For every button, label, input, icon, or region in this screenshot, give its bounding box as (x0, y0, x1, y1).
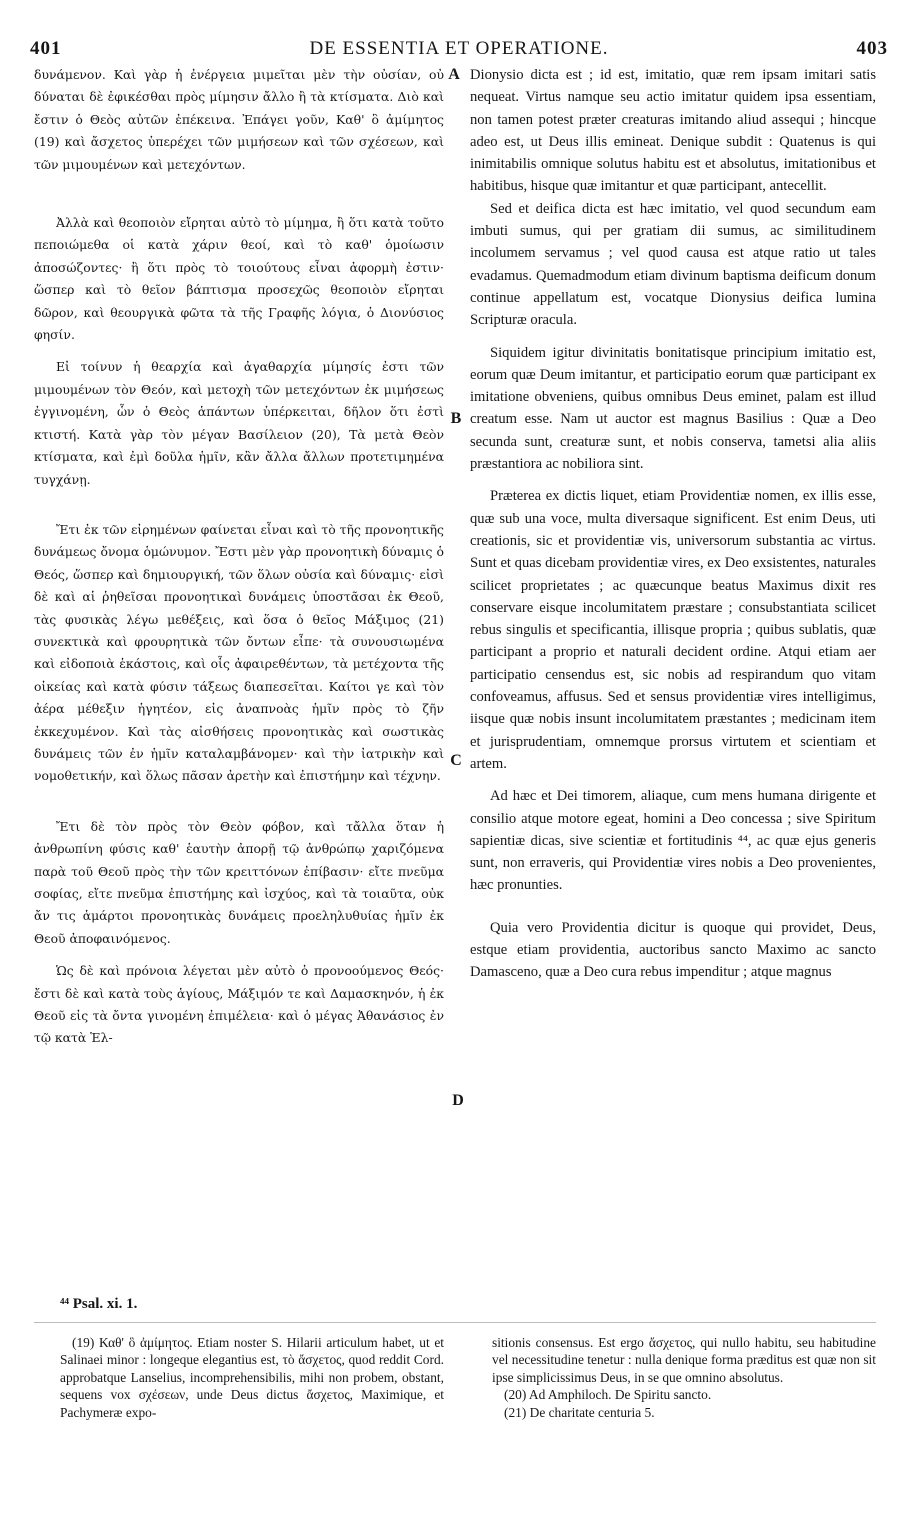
margin-letter-c: C (450, 752, 462, 769)
latin-paragraph: Siquidem igitur divinitatis bonitatisque principium imitatio est, eorum quæ Deum imitantur, et participatio eorum quæ participant ex imitatione obveniens, quibus omnibus Deus eminet, palam est illud creatum esse. Nam ut auctor est magnus Basilius : Quæ a Deo secunda sunt, creaturæ sunt, et nobis conserva, tametsi alia aliis præstantiora ac nobiliora sint. (470, 344, 876, 473)
running-title: DE ESSENTIA ET OPERATIONE. (309, 38, 609, 59)
page-number-right: 403 (856, 38, 888, 59)
greek-column (34, 64, 444, 1304)
footnotes-left (60, 1334, 444, 1421)
latin-paragraph: Quia vero Providentia dicitur is quoque qui providet, Deus, estque etiam providentia, auctoribus sancto Maximo ac sancto Damasceno, quæ a Deo cura rebus impenditur ; atque magnus (470, 919, 876, 981)
greek-paragraph: δυνάμενον. Καὶ γὰρ ἡ ἐνέργεια μιμεῖται μὲν τὴν οὐσίαν, οὐ δύναται δὲ ἐφικέσθαι πρὸς μίμησιν ἄλλο ἢ τὰ κτίσματα. Διὸ καὶ ἔστιν ὁ Θεὸς αὐτῶν ἐπέκεινα. Ἐπάγει γοῦν, Καθ' ὃ ἀμίμητος (19) καὶ ἄσχετος ὑπερέχει τῶν μιμήσεων καὶ τῶν σχέσεων, καὶ τῶν μιμουμένων καὶ μετεχόντων. (34, 67, 444, 172)
footnote-19-continued: sitionis consensus. Est ergo ἄσχετος, qui nullo habitu, seu habitudine vel necessitudine tenetur : nulla denique forma præditus est quæ non sit ipse simplicissimus Deus, in se que omnino absolutus. (492, 1335, 876, 1385)
footnotes-right (492, 1334, 876, 1421)
margin-letter-a: A (448, 66, 460, 83)
page-number-left: 401 (30, 38, 62, 59)
greek-paragraph: Εἰ τοίνυν ἡ θεαρχία καὶ ἀγαθαρχία μίμησίς ἐστι τῶν μιμουμένων τὸν Θεόν, καὶ μετοχὴ τῶν μετεχόντων ἐκ μιμήσεως ἐγγινομένη, ὧν ὁ Θεὸς ἁπάντων ὑπέρκειται, δῆλον ὅτι ἐστὶ κτιστή. Κατὰ γὰρ τὸν μέγαν Βασίλειον (20), Τὰ μετὰ Θεὸν κτίσματα, καὶ ἐμὶ δοῦλα ἡμῖν, κἂν ἄλλα ἄλλων προτετιμημένα τυγχάνῃ. (34, 359, 444, 487)
margin-letter-b: B (450, 410, 462, 427)
latin-paragraph: Dionysio dicta est ; id est, imitatio, quæ rem ipsam imitari satis nequeat. Virtus namque seu actio imitatur quidem ipsa essentiam, non tamen potest præter creaturas imitando aliud assequi ; hincque adeo est, ut Deus illis emineat. Denique subdit : Quatenus is qui inimitabilis omnique solutus habitu est et absolutus, imitationibus et habitibus, hisque quæ imitantur et quæ participant, antecellit. (470, 67, 876, 195)
footnote-19: (19) Καθ' ὃ ἀμίμητος. Etiam noster S. Hilarii articulum habet, ut et Salinaei minor : longeque elegantius est, τὸ ἄσχετος, quod reddit Cord. approbatque Lanselius, incomprehensibilis, mihi non probem, obstant, sequens vox σχέσεων, unde Deus dictus ἄσχετος, Maximique, et Pachymeræ expo- (60, 1335, 444, 1420)
running-head (30, 38, 888, 64)
footnote-21: (21) De charitate centuria 5. (504, 1404, 655, 1420)
footnote-divider (34, 1322, 876, 1323)
footnote-20: (20) Ad Amphiloch. De Spiritu sancto. (504, 1387, 712, 1403)
scripture-footnote: ⁴⁴ Psal. xi. 1. (60, 1296, 138, 1312)
greek-paragraph: Ὡς δὲ καὶ πρόνοια λέγεται μὲν αὐτὸ ὁ προνοούμενος Θεός· ἔστι δὲ καὶ κατὰ τοὺς ἁγίους, Μάξιμόν τε καὶ Δαμασκηνόν, ἡ ἐκ Θεοῦ εἰς τὰ ὄντα γινομένη ἐπιμέλεια· καὶ ὁ μέγας Ἀθανάσιος ἐν τῷ κατὰ Ἑλ- (34, 963, 444, 1046)
greek-paragraph: Ἀλλὰ καὶ θεοποιὸν εἴρηται αὐτὸ τὸ μίμημα, ἢ ὅτι κατὰ τοῦτο πεποιώμεθα οἱ κατὰ χάριν θεοί, καὶ τὸ καθ' ὁμοίωσιν ἀποσώζοντες· ἢ ὅτι πρὸς τὸ τοιούτους εἶναι ἀφορμὴ ἐστιν· ὥσπερ καὶ τὸ θεῖον βάπτισμα προσεχῶς θεοποιὸν εἴρηται δῶρον, καὶ θεουργικὰ φῶτα τὰ τῆς Γραφῆς λόγια, ὁ Διονύσιος φησίν. (34, 215, 444, 343)
greek-paragraph: Ἔτι δὲ τὸν πρὸς τὸν Θεὸν φόβον, καὶ τἄλλα ὅταν ἡ ἀνθρωπίνη φύσις καθ' ἑαυτὴν ἀπορῇ τῷ ἀνθρώπῳ χαριζόμενα παρὰ τοῦ Θεοῦ πρὸς τὴν τῶν κρειττόνων ἐπίβασιν· εἴτε πνεῦμα σοφίας, εἴτε πνεῦμα ἐπιστήμης καὶ ἰσχύος, καὶ τὰ τοιαῦτα, οὐκ ἄν τις ἁμάρτοι προνοητικὰς δυνάμεις προεληλυθυίας ἡμῖν ἐκ Θεοῦ ἀποφαινόμενος. (34, 818, 444, 946)
margin-letter-d: D (452, 1092, 464, 1109)
latin-paragraph: Præterea ex dictis liquet, etiam Providentiæ nomen, ex illis esse, quæ sub una voce, multa diversaque significent. Est enim Deus, uti creationis, sic et providentiæ vis, universorum substantia ac virtus. Sunt et quas dicebam providentiæ vires, ex Deo exsistentes, naturales scilicet proprietates ; ac quæcunque beatus Maximus dixit res conservare eisque incolumitatem præstare ; consubstantiata scilicet rebus singulis et specificantia, illisque propria ; quibus sublatis, quæ participant a proprio et naturali decident ordine. Atqui etiam aer participatio censendus est, sic nobis ad respirandum quo vitam confoveamus, affusus. Sed et sensus providentiæ vires intelligimus, iisque quæ nobis insunt incolumitatem præstantes ; medicinam item et jurisprudentiam, omnemque prorsus virtutem et scientiam et artem. (470, 488, 876, 772)
latin-paragraph: Ad hæc et Dei timorem, aliaque, cum mens humana dirigente et consilio atque motore egeat, homini a Deo concessa ; sive Spiritum sapientiæ dicas, sive scientiæ et fortitudinis ⁴⁴, ac quæ ejus generis sunt, non erraveris, qui Providentiæ vires nobis a Deo provenientes, hæc pronunties. (470, 788, 876, 894)
latin-column (470, 64, 876, 1304)
latin-paragraph: Sed et deifica dicta est hæc imitatio, vel quod secundum eam imbuti sumus, qui per gratiam dii sumus, ac similitudinem incolumem servamus ; vel quod causa est atque ratio ut tales evadamus. Quemadmodum etiam divinum baptisma deificum donum continue appellatum est, vocatque Dionysius deifica lumina Scripturæ oracula. (470, 200, 876, 329)
greek-paragraph: Ἔτι ἐκ τῶν εἰρημένων φαίνεται εἶναι καὶ τὸ τῆς προνοητικῆς δυνάμεως ὄνομα ὁμώνυμον. Ἔστι μὲν γὰρ προνοητικὴ δύναμις ὁ Θεός, ὥσπερ καὶ δημιουργική, τῶν ὅλων οὐσία καὶ δύναμις· εἰσὶ δὲ καὶ αἱ ῥηθεῖσαι προνοητικαὶ δυνάμεις ὑποστᾶσαι ἐκ Θεοῦ, τὰς φυσικὰς λέγω μεθέξεις, καὶ ὅσα ὁ θεῖος Μάξιμος (21) συνεκτικὰ καὶ φρουρητικὰ τῶν ὄντων εἶπε· τὰ συνουσιωμένα καὶ εἰδοποιὰ ἑκάστοις, καὶ οἷς ἀφαιρεθέντων, τὰ μετέχοντα τῆς οἰκείας καὶ κατὰ φύσιν τάξεως διαπεσεῖται. Καίτοι γε καὶ τὸν ἀέρα μέθεξιν ἡγητέον, εἰς ἀναπνοὰς ἡμῖν πρὸς τὸ ζῆν ἐκκεχυμένον. Καὶ τὰς αἰσθήσεις προνοητικὰς καὶ σωστικὰς δυνάμεις τῶν ἐν ἡμῖν καταλαμβάνομεν· καὶ τὴν ἰατρικὴν καὶ νομοθετικήν, καὶ ὅλως πᾶσαν ἀρετὴν καὶ ἐπιστήμην καὶ τέχνην. (34, 521, 444, 784)
